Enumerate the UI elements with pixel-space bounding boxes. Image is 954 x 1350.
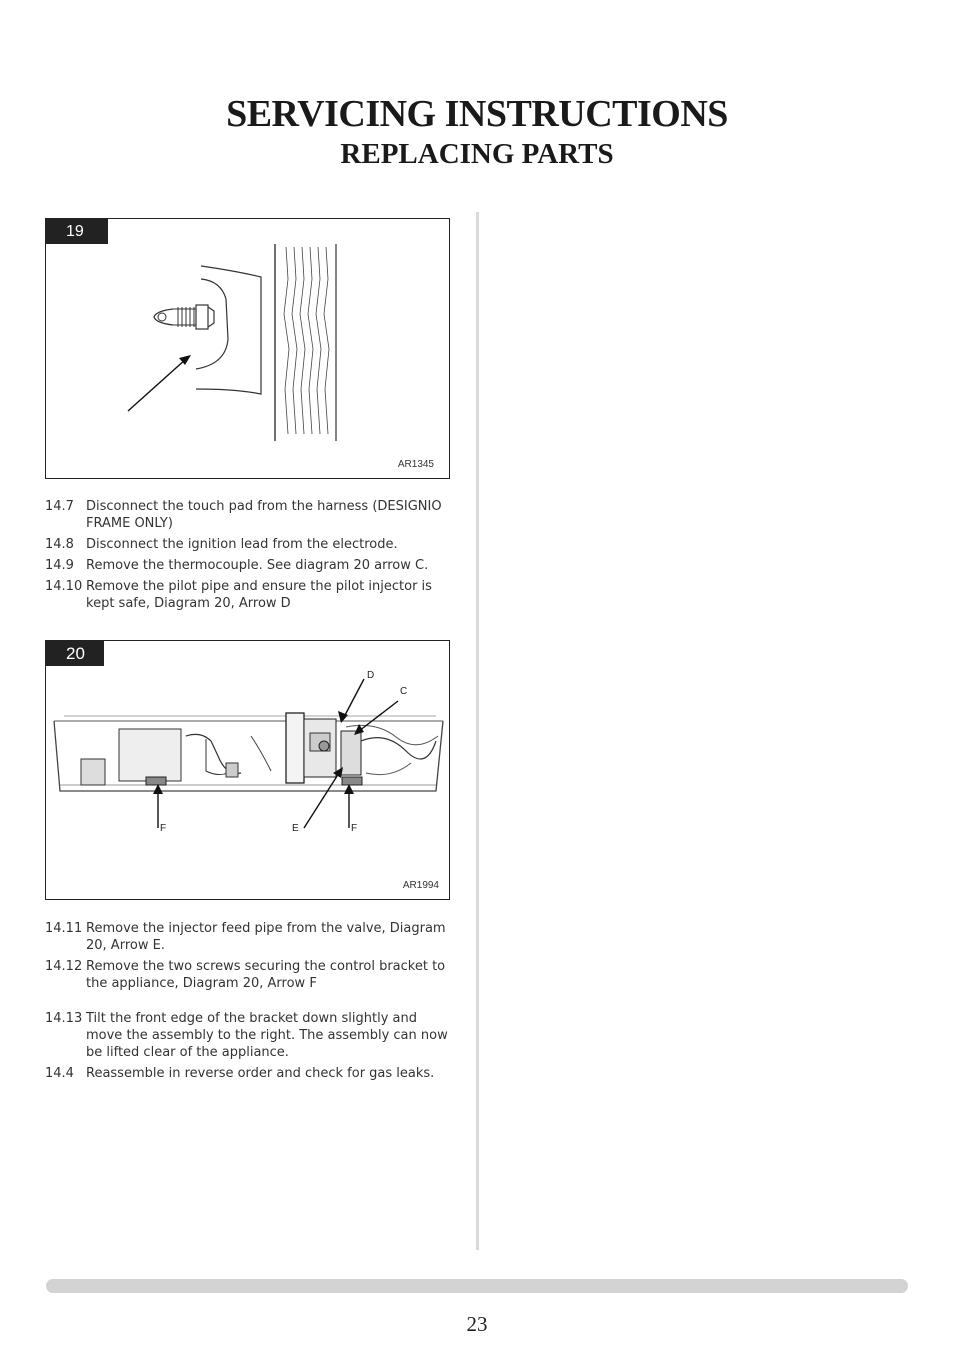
- step-number: 14.12: [45, 959, 83, 974]
- figure-19-code: AR1345: [397, 459, 434, 470]
- step-number: 14.10: [45, 579, 83, 594]
- label-c: C: [400, 686, 408, 697]
- step-number: 14.4: [45, 1066, 74, 1081]
- step-number: 14.9: [45, 558, 74, 573]
- step-text: Remove the pilot pipe and ensure the pilot injector is kept safe, Diagram 20, Arrow D: [86, 579, 432, 611]
- label-e: E: [292, 823, 299, 834]
- step-text: Disconnect the touch pad from the harness (DESIGNIO FRAME ONLY): [86, 499, 442, 531]
- step-text: Disconnect the ignition lead from the electrode.: [86, 537, 398, 552]
- instructions-list-a: [45, 498, 455, 616]
- step-text: Remove the two screws securing the control bracket to the appliance, Diagram 20, Arrow F: [86, 959, 446, 991]
- step-14-12: [45, 958, 455, 992]
- step-14-4: [45, 1065, 455, 1082]
- figure-19-drawing: [46, 219, 449, 478]
- page-title: SERVICING INSTRUCTIONS: [226, 93, 728, 135]
- column-divider: [476, 212, 479, 1250]
- figure-19: [45, 218, 450, 479]
- step-14-9: [45, 557, 455, 574]
- label-d: D: [367, 670, 375, 681]
- step-14-11: [45, 920, 455, 954]
- step-text: Tilt the front edge of the bracket down slightly and move the assembly to the right. The assembly can now be lifted clear of the appliance.: [86, 1011, 448, 1060]
- footer-bar: [46, 1279, 908, 1293]
- step-14-8: [45, 536, 455, 553]
- figure-20-number: 20: [46, 641, 104, 666]
- label-f-right: F: [351, 823, 358, 834]
- step-14-13: [45, 1010, 455, 1061]
- label-f-left: F: [160, 823, 167, 834]
- step-text: Remove the thermocouple. See diagram 20 arrow C.: [86, 558, 429, 573]
- figure-20-drawing: [46, 641, 449, 899]
- page-number: 23: [466, 1312, 488, 1336]
- figure-20-code: AR1994: [402, 880, 439, 891]
- step-14-10: [45, 578, 455, 612]
- step-number: 14.11: [45, 921, 83, 936]
- step-number: 14.13: [45, 1011, 83, 1026]
- step-number: 14.7: [45, 499, 74, 514]
- page-subtitle: REPLACING PARTS: [340, 138, 614, 170]
- step-text: Reassemble in reverse order and check for gas leaks.: [86, 1066, 435, 1081]
- figure-20: [45, 640, 450, 900]
- instructions-list-b: [45, 920, 455, 1086]
- step-text: Remove the injector feed pipe from the valve, Diagram 20, Arrow E.: [86, 921, 446, 953]
- step-number: 14.8: [45, 537, 74, 552]
- step-14-7: [45, 498, 455, 532]
- spacer: [45, 996, 455, 1010]
- figure-19-number: 19: [46, 219, 108, 244]
